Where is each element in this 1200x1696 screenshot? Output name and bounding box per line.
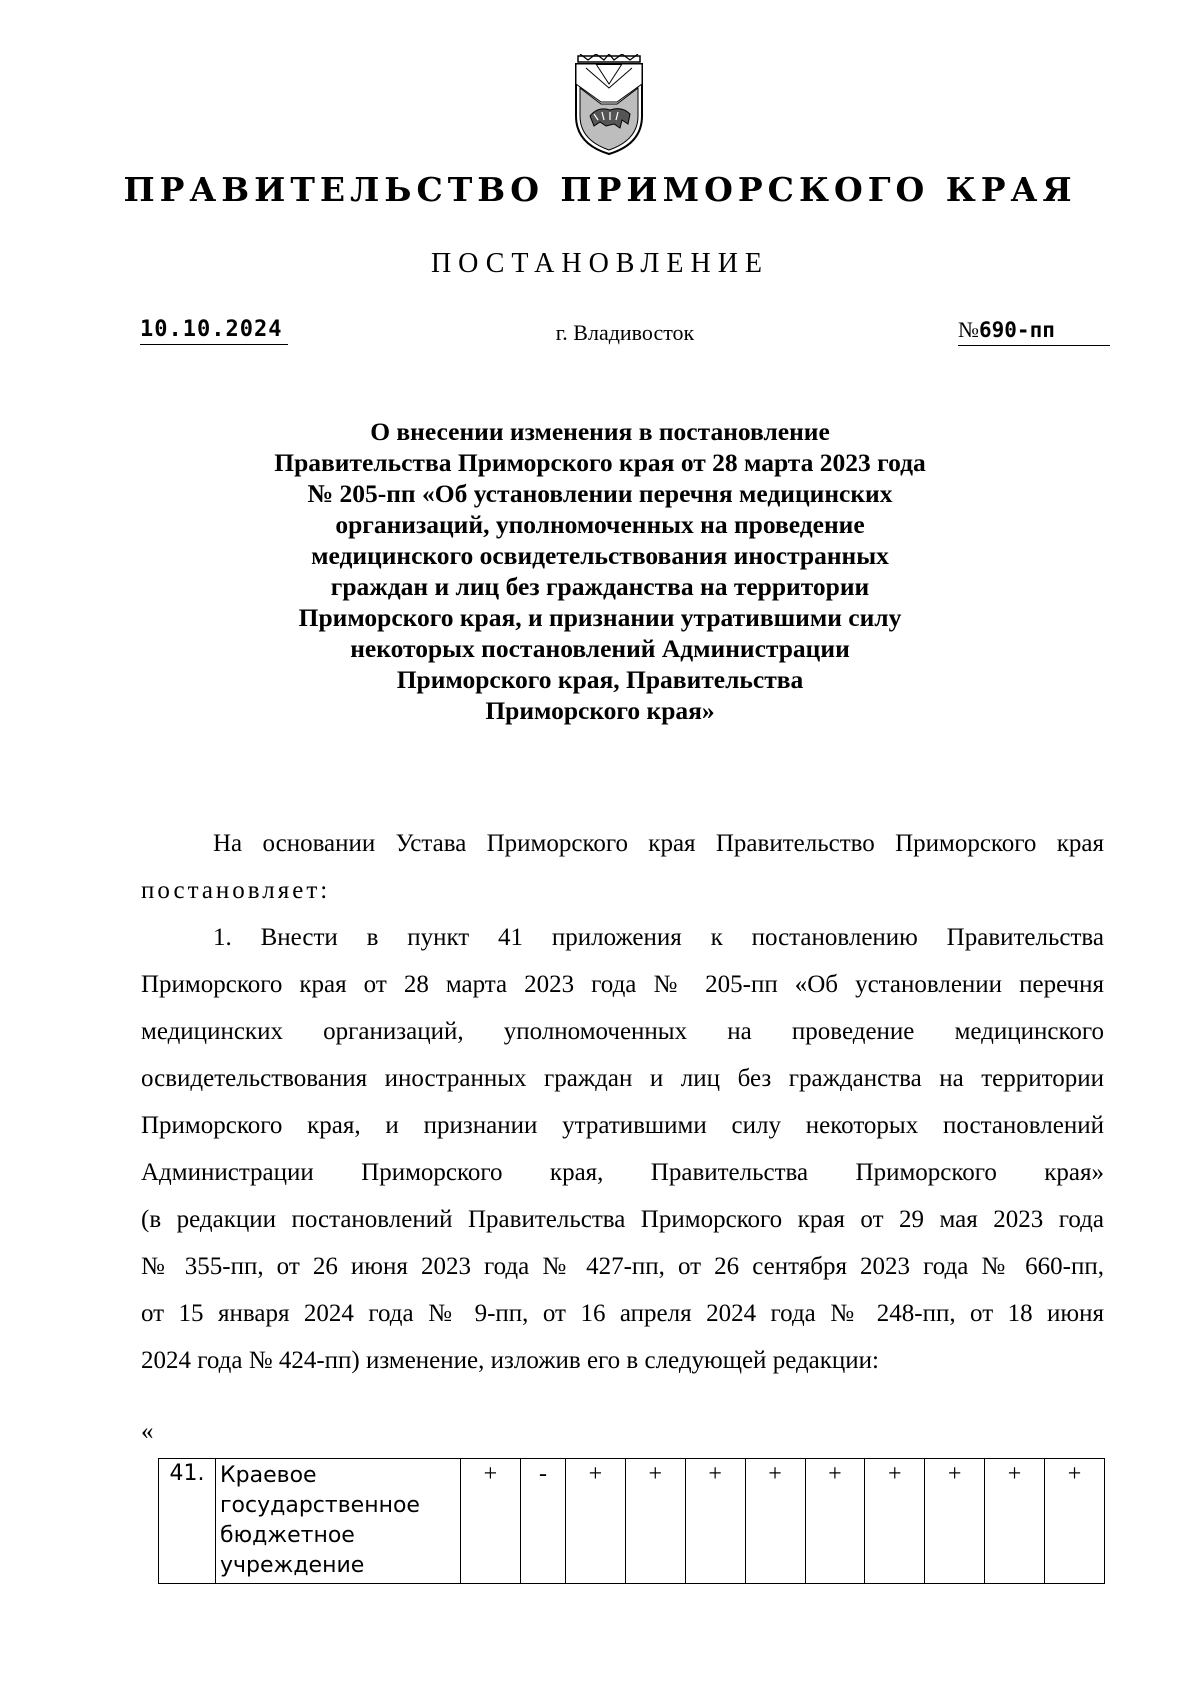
intro-paragraph: На основании Устава Приморского края Правительство Приморского края [213, 830, 1104, 857]
mark-cell: + [625, 1459, 685, 1584]
organization-name [216, 1459, 461, 1584]
item1-line: Приморского края, и признании утратившими силу некоторых постановлений [141, 1112, 1104, 1139]
mark-cell: + [925, 1459, 985, 1584]
item1-line: от 15 января 2024 года № 9-пп, от 16 апреля 2024 года № 248-пп, от 18 июня [141, 1300, 1104, 1327]
item1-line: медицинских организаций, уполномоченных на проведение медицинского [141, 1018, 1104, 1045]
document-type: ПОСТАНОВЛЕНИЕ [430, 248, 770, 279]
document-date: 10.10.2024 [140, 317, 288, 345]
resolves-word: постановляет: [141, 877, 331, 904]
document-body [141, 820, 1104, 1384]
heading-line: Правительства Приморского края от 28 марта 2023 года [274, 448, 926, 477]
heading-line: Приморского края, Правительства [396, 665, 804, 694]
heading-line: Приморского края» [485, 696, 715, 725]
heading-line: О внесении изменения в постановление [370, 417, 830, 446]
heading-line: некоторых постановлений Администрации [350, 634, 850, 663]
heading-line: граждан и лиц без гражданства на территории [330, 572, 870, 601]
name-line: государственное [220, 1493, 420, 1518]
annex-table [158, 1458, 1105, 1584]
item1-line: 1. Внести в пункт 41 приложения к постановлению Правительства [213, 924, 1104, 951]
item1-line: (в редакции постановлений Правительства Приморского края от 29 мая 2023 года [141, 1206, 1104, 1233]
table-row [159, 1459, 1105, 1584]
heading-line: Приморского края, и признании утратившими силу [298, 603, 902, 632]
quote-open: « [141, 1418, 154, 1445]
number-value: 690-пп [979, 318, 1055, 342]
item1-line: № 355-пп, от 26 июня 2023 года № 427-пп, от 26 сентября 2023 года № 660-пп, [141, 1253, 1104, 1280]
mark-cell: + [1045, 1459, 1105, 1584]
mark-cell: + [745, 1459, 805, 1584]
mark-cell: - [520, 1459, 565, 1584]
document-meta [140, 315, 1110, 355]
heading-line: организаций, уполномоченных на проведение [335, 510, 865, 539]
document-heading [180, 416, 1020, 726]
item1-line: Приморского края от 28 марта 2023 года № 205-пп «Об установлении перечня [141, 971, 1104, 998]
item1-line: 2024 года № 424-пп) изменение, изложив его в следующей редакции: [141, 1347, 880, 1374]
mark-cell: + [865, 1459, 925, 1584]
row-number: 41. [159, 1459, 216, 1584]
name-line: Краевое [220, 1463, 317, 1488]
item1-line: Администрации Приморского края, Правительства Приморского края» [141, 1159, 1104, 1186]
coat-of-arms-emblem [572, 54, 646, 156]
item1-line: освидетельствования иностранных граждан и лиц без гражданства на территории [141, 1065, 1104, 1092]
government-title: ПРАВИТЕЛЬСТВО ПРИМОРСКОГО КРАЯ [123, 170, 1077, 209]
mark-cell: + [985, 1459, 1045, 1584]
mark-cell: + [805, 1459, 865, 1584]
mark-cell: + [685, 1459, 745, 1584]
heading-line: медицинского освидетельствования иностранных [311, 541, 889, 570]
name-line: учреждение [220, 1553, 365, 1578]
document-number [958, 317, 1110, 346]
heading-line: № 205-пп «Об установлении перечня медицинских [307, 479, 893, 508]
document-city: г. Владивосток [555, 320, 695, 345]
name-line: бюджетное [220, 1523, 355, 1548]
mark-cell: + [461, 1459, 521, 1584]
mark-cell: + [566, 1459, 626, 1584]
number-sign: № [958, 317, 979, 342]
